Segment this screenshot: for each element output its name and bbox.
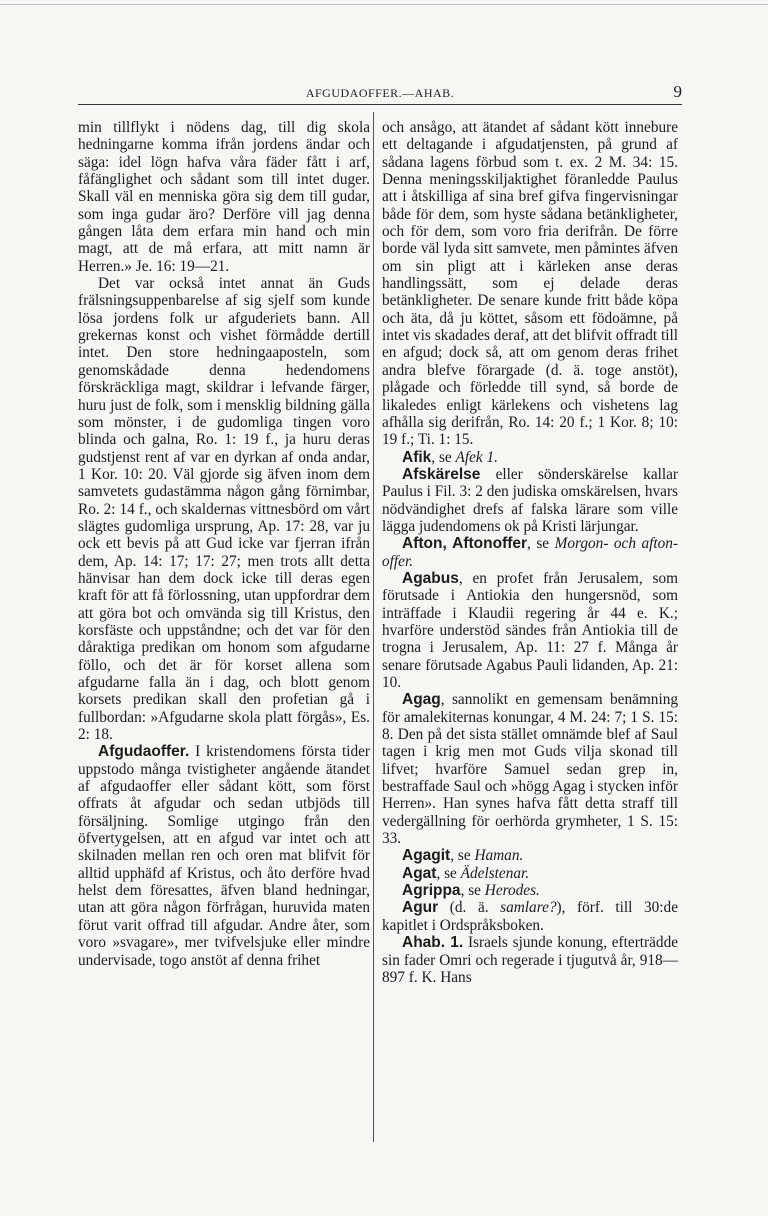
paragraph-continued-right: och ansågo, att ätandet af sådant kött innebure ett deltagande i afgudatjensten, på grund af sådana lagens förbud som t. ex. 2 M. 34: 15. Denna meningsskiljaktighet föranledde Paulus att i åtskilliga af sina bref gifva fingervisningar både för dem, som hyste sådana betänkligheter, och för dem, som voro fria derifrån. De förre borde väl lyda sitt samvete, men påmintes äfven om sin pligt att i kärleken anse deras handlingssätt, som ej delade deras betänkligheter. De senare kunde fritt både köpa och äta, då ju köttet, såsom ett födoämne, på intet vis skadades deraf, att det blifvit offradt till en afgud; dock så, att om genom deras frihet andra blefve förargade (d. ä. toge anstöt), plågade och förledde till synd, så borde de likaledes enligt kärlekens och vishetens lag afhålla sig derifrån, Ro. 14: 20 f.; 1 Kor. 8; 10: 19 f.; Ti. 1: 15. xyxy=(382,119,678,449)
entry-afskarelse xyxy=(382,466,678,535)
paragraph-continued: min tillflykt i nödens dag, till dig skola hedningarne komma ifrån jordens ändar och säga: idel lögn hafva våra fäder fått i arf, fåfänglighet och sådant som till intet duger. Skall väl en menniska göra sig dem till gudar, som inga gudar äro? Derföre vill jag denna gången låta dem erfara min hand och min magt, att de må erfara, att mitt namn är Herren.» Je. 16: 19—21. xyxy=(78,119,370,275)
entry-text: (d. ä. xyxy=(438,899,501,917)
italic-gloss: samlare? xyxy=(500,899,557,917)
entry-afton xyxy=(382,535,678,570)
headword-afgudaoffer: Afgudaoffer. xyxy=(98,743,190,761)
headword-agabus: Agabus xyxy=(402,569,459,587)
entry-text: Israels sjunde konung, efterträdde sin fader Omri och regerade i tjugutvå år, 918—897 f. K. Hans xyxy=(382,934,679,986)
headword-ahab: Ahab. 1. xyxy=(402,934,464,952)
paragraph-salvation: Det var också intet annat än Guds frälsningsuppenbarelse af sig sjelf som kunde lösa jordens folk ur afguderiets bann. All grekernas konst och vishet förmådde dertill intet. Den store hedningaaposteln, som genomskådade denna hedendomens förskräckliga magt, skildrar i lefvande färger, huru just de folk, som i mensklig bildning gälla som mönster, i de gudomliga tingen voro blinda och galna, Ro. 1: 19 f., ja huru deras gudstjenst rent af var en dyrkan af onda andar, 1 Kor. 10: 20. Väl gjorde sig äfven inom dem samvetets gudastämma någon gång förnimbar, Ro. 2: 14 f., och skaldernas vittnesbörd om vårt slägtes gudomliga ursprung, Ap. 17: 28, var ju ock ett bevis på att Gud icke var fjerran ifrån dem, Ap. 14: 17; 17: 27; men trots allt detta hänvisar han dem dock icke till deras egen kraft för att få förlossning, utan uppfordrar dem att göra bot och omvända sig till Kristus, den korsfäste och uppståndne; och det var för den dåraktiga predikan om honom som afgudarne föllo, och det är för korset allena som afgudarne falla än i dag, och blott genom korsets predikan skall den profetian gå i fullbordan: »Afgudarne skola platt förgås», Es. 2: 18. xyxy=(78,275,370,744)
entry-text: , se xyxy=(527,535,555,553)
entry-text: , se xyxy=(460,882,485,900)
cross-reference: Afek 1. xyxy=(455,448,498,466)
entry-text: eller sönderskärelse kallar Paulus i Fil. 3: 2 den judiska omskärelsen, hvars nödvändighet drefs af falska lärare som ville lägga judendomens ok på Kristi lärjungar. xyxy=(382,465,678,535)
entry-agrippa xyxy=(382,882,678,899)
cross-reference: Herodes. xyxy=(484,882,540,900)
entry-text: ), förf. till 30:de kapitlet i Ordspråksboken. xyxy=(382,899,678,934)
headword-agag: Agag xyxy=(402,691,441,709)
top-edge-rule xyxy=(0,4,768,5)
headword-agat: Agat xyxy=(402,864,437,882)
entry-ahab xyxy=(382,934,678,986)
cross-reference: Haman. xyxy=(474,847,524,865)
entry-afgudaoffer xyxy=(78,743,370,968)
headword-afskarelse: Afskärelse xyxy=(402,465,481,483)
headword-agur: Agur xyxy=(402,899,439,917)
headword-afton: Afton, Aftonoffer xyxy=(402,535,528,553)
entry-text: , se xyxy=(436,864,461,882)
cross-reference: Ädelstenar. xyxy=(460,864,530,882)
page-number: 9 xyxy=(673,82,682,101)
headword-afik: Afik xyxy=(402,448,432,466)
entry-agat xyxy=(382,865,678,882)
entry-text: , se xyxy=(450,847,475,865)
entry-agagit xyxy=(382,847,678,864)
entry-agur xyxy=(382,899,678,934)
entry-text: I kristendomens första tider uppstodo många tvistigheter angående ätandet af afgudaoffer eller sådant kött, som först offrats åt afgudar och sedan utbjöds till försäljning. Somlige utgingo från den öfvertygelsen, att en afgud var intet och att skilnaden mellan ren och oren mat blifvit för alltid upphäfd af Kristus, och åto derföre hvad helst dem föresattes, äfven bland hedningar, utan att göra någon förfrågan, huruvida maten förut varit offrad till afgudar. Andre åter, som voro »svagare», mer tvifvelsjuke eller mindre undervisade, togo anstöt af denna frihet xyxy=(78,743,370,969)
entry-agabus xyxy=(382,570,678,691)
cross-reference: Morgon- och afton-offer. xyxy=(382,535,679,570)
entry-text: , en profet från Jerusalem, som förutsade i Antiokia den hungersnöd, som inträffade i Klaudii regering år 44 e. K.; hvarföre understöd sändes från Antiokia till de trogna i Jerusalem, Ap. 11: 27 f. Många år senare förutsade Agabus Pauli lidanden, Ap. 21: 10. xyxy=(382,569,678,691)
right-column xyxy=(382,119,678,986)
headword-agagit: Agagit xyxy=(402,847,451,865)
entry-text: , se xyxy=(431,448,456,466)
column-divider xyxy=(373,112,374,1142)
page-header xyxy=(78,84,682,105)
headword-agrippa: Agrippa xyxy=(402,882,461,900)
running-head: AFGUDAOFFER.—AHAB. xyxy=(305,86,455,100)
entry-agag xyxy=(382,691,678,847)
left-column xyxy=(78,119,370,969)
entry-text: , sannolikt en gemensam benämning för amalekiternas konungar, 4 M. 24: 7; 1 S. 15: 8. Den på det sista stället omnämde blef af Saul tagen i krig men mot Guds vilja skonad till lifvet; hvarföre Samuel sedan grep in, bestraffade Saul och »högg Agag i stycken inför Herren». Han synes hafva fått detta straff till vedergällning för oerhörda grymheter, 1 S. 15: 33. xyxy=(382,691,678,848)
entry-afik xyxy=(382,449,678,466)
